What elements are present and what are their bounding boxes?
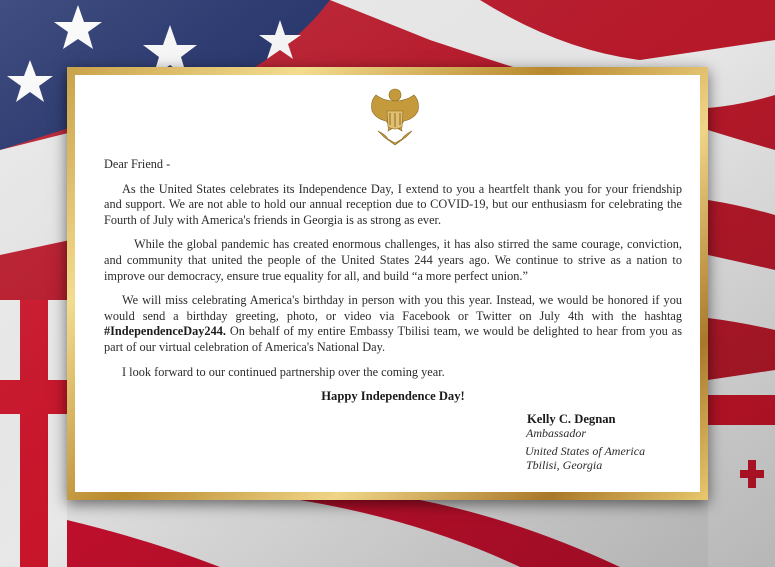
paragraph-2: While the global pandemic has created enormous challenges, it has also stirred the same courage, conviction, and community that united the people of the United States 244 years ago. We continue to strive as a nation to improve our democracy, ensure true equality for all, and build “a more perfect union.” [104, 237, 682, 283]
letter-paper [75, 75, 700, 492]
hashtag: #IndependenceDay244. [104, 324, 226, 339]
salutation: Dear Friend - [104, 157, 171, 171]
closing-line: Happy Independence Day! [321, 389, 465, 404]
letter-body [104, 157, 682, 405]
signer-name: Kelly C. Degnan [527, 412, 616, 426]
paragraph-4: I look forward to our continued partnership over the coming year. [122, 364, 445, 379]
signer-organization: United States of America [525, 444, 646, 458]
signer-title: Ambassador [526, 426, 587, 440]
signer-city: Tbilisi, Georgia [526, 458, 603, 472]
gold-frame [67, 67, 708, 500]
paragraph-3 [104, 293, 682, 355]
paragraph-3-text-end: On behalf of my entire Embassy Tbilisi team, we would be delighted to hear from you as part of our virtual celebration of America's National Day. [104, 324, 682, 354]
paragraph-1: As the United States celebrates its Independence Day, I extend to you a heartfelt thank you for your friendship and support. We are not able to hold our annual reception due to COVID-19, but our enthusiasm for celebrating the Fourth of July with America's friends in Georgia is as strong as ever. [104, 181, 682, 227]
eagle-seal-icon [366, 87, 424, 147]
signature-block [526, 412, 645, 472]
paragraph-3-text: We will miss celebrating America's birthday in person with you this year. Instead, we would be honored if you would send a birthday greeting, photo, or video via Facebook or Twitter on July 4th with the hashtag [104, 293, 682, 323]
